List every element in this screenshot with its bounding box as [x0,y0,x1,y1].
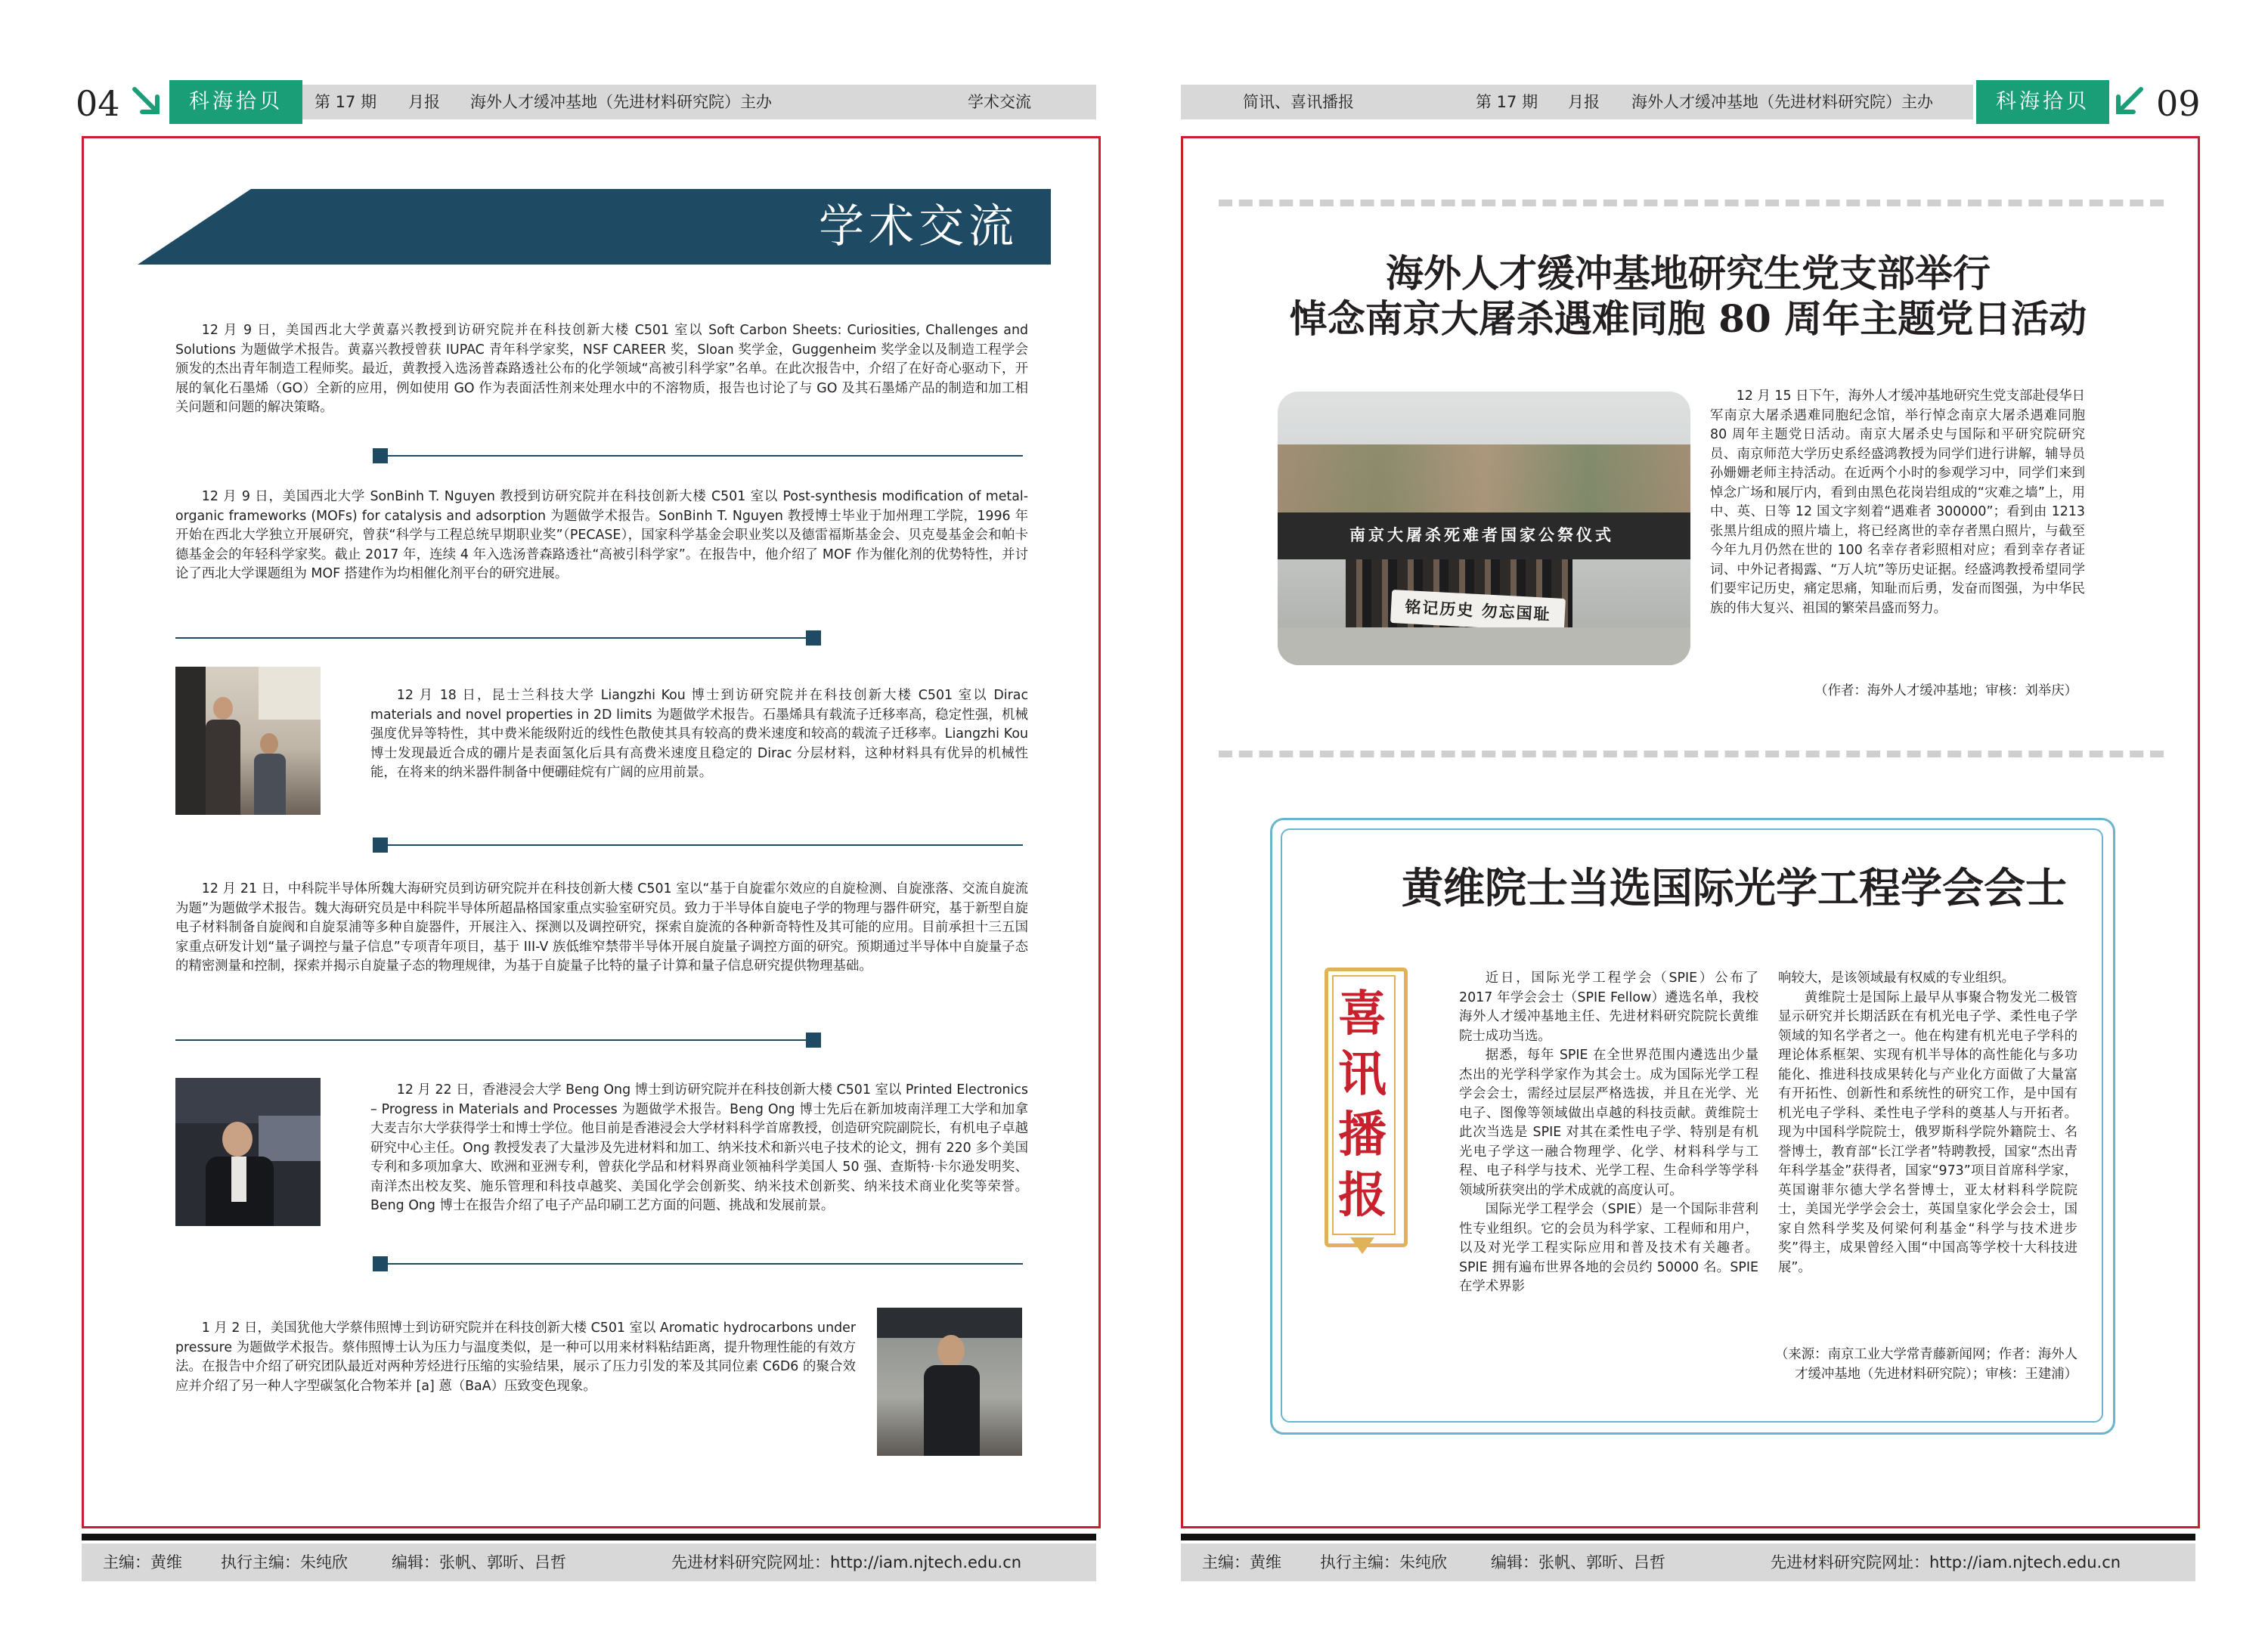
separator-line [388,455,1023,457]
separator-line [175,637,809,639]
footer-left [82,1544,1096,1581]
header-issue: 第 17 期 [314,93,377,111]
dashed-divider [1219,751,2164,757]
dashed-divider [1219,200,2164,206]
footer-website[interactable]: 先进材料研究院网址：http://iam.njtech.edu.cn [1771,1553,2121,1571]
news2-col1-para: 国际光学工程学会（SPIE）是一个国际非营利性专业组织。它的会员为科学家、工程师和用户，以及对光学工程实际应用和普及技术有关趣者。SPIE 拥有遍布世界各地的会员约 50000 名。SPIE 在学术界影 [1459,1202,1758,1294]
article-5: 12 月 22 日，香港浸会大学 Beng Ong 博士到访研究院并在科技创新大楼 C501 室以 Printed Electronics – Progress in Materials and Processes 为题做学术报告。Beng Ong 博士先后在新加坡南洋理工大学和加拿大麦吉尔大学获得学士和博士学位。他目前是香港浸会大学材料科学首席教授，创造研究院副院长，有机电子卓越研究中心主任。Ong 教授发表了大量涉及先进材料和加工、纳米技术和新兴电子技术的论文，拥有 220 多个美国专利和多项加拿大、欧洲和亚洲专利，曾获化学品和材料界商业领袖科学美国人 50 强、查斯特·卡尔逊发明奖、南洋杰出校友奖、施乐管理和科技卓越奖、美国化学会创新奖、纳米技术创新奖、纳米技术商业化奖等荣誉。Beng Ong 博士在报告介绍了电子产品印刷工艺方面的问题、挑战和发展前景。 [370,1082,1028,1213]
arrow-down-left-icon [2109,85,2146,121]
news2-col1 [1459,969,1758,1297]
separator-line [388,1263,1023,1265]
news1-title-line1: 海外人才缓冲基地研究生党支部举行 [1386,251,1991,296]
footer-exec-editor: 执行主编：朱纯欣 [221,1553,348,1571]
news2-credit [1716,1345,2077,1384]
news1-credit: （作者：海外人才缓冲基地；审核：刘举庆） [1814,683,2077,698]
news1-body: 12 月 15 日下午，海外人才缓冲基地研究生党支部赴侵华日军南京大屠杀遇难同胞纪念馆，举行悼念南京大屠杀遇难同胞 80 周年主题党日活动。南京大屠杀史与国际和平研究院研究员、南京师范大学历史系经盛鸿教授为同学们进行讲解，辅导员孙姗姗老师主持活动。在近两个小时的参观学习中，同学们来到悼念广场和展厅内，看到由黑色花岗岩组成的“灾难之墙”上，用中、英、日等 12 国文字刻着“遇难者 300000”；看到由 1213 张黑片组成的照片墙上，将已经离世的幸存者黑白照片，与截至今年九月仍然在世的 100 名幸存者彩照相对应；看到幸存者证词、中外记者揭露、“万人坑”等历史证据。经盛鸿教授希望同学们要牢记历史，痛定思痛，知耻而后勇，发奋而图强，为中华民族的伟大复兴、祖国的繁荣昌盛而努力。 [1710,389,2085,616]
arrow-down-right-icon [130,85,166,121]
news2-title: 黄维院士当选国际光学工程学会会士 [1401,863,2067,912]
separator-line [388,844,1023,846]
photo-flag-text: 铭记历史 勿忘国耻 [1390,590,1566,632]
header-issue: 第 17 期 [1476,93,1538,111]
news1-title-line2: 悼念南京大屠杀遇难同胞 80 周年主题党日活动 [1289,296,2087,341]
news2-col2-para: 黄维院士是国际上最早从事聚合物发光二极管显示研究并长期活跃在有机光电子学、柔性电子学领域的知名学者之一。他在构建有机光电子学科的理论体系框架、实现有机半导体的高性能化与多功能化、推进科技成果转化与产业化方面做了大量富有开拓性、创新性和系统性的研究工作，是中国有机光电子学科、柔性电子学科的奠基人与开拓者。现为中国科学院院士，俄罗斯科学院外籍院士、名誉博士，教育部“长江学者”特聘教授，国家“杰出青年科学基金”获得者，国家“973”项目首席科学家，英国谢菲尔德大学名誉博士，亚太材料科学院院士，美国光学学会会士，英国皇家化学会会士，国家自然科学奖及何梁何利基金“科学与技术进步奖”得主，成果曾经入围“中国高等学校十大科技进展”。 [1778,989,2077,1275]
news2-credit-line2: 才缓冲基地（先进材料研究院）；审核：王建浦） [1795,1366,2077,1382]
photo-liangzhi-kou [175,667,321,815]
separator-line [175,1039,809,1041]
photo-beng-ong [175,1078,321,1226]
footer-chief-editor: 主编：黄维 [103,1553,182,1571]
article-4: 12 月 21 日，中科院半导体所魏大海研究员到访研究院并在科技创新大楼 C501 室以“基于自旋霍尔效应的自旋检测、自旋涨落、交流自旋流为题”为题做学术报告。魏大海研究员是中科院半导体所超晶格国家重点实验室研究员。致力于半导体自旋电子学的物理与器件研究，基于新型自旋电子材料制备自旋阀和自旋泵浦等多种自旋器件，开展注入、探测以及调控研究，探索自旋流的各种新奇特性及其可能的应用。目前承担十三五国家重点研发计划“量子调控与量子信息”专项青年项目，基于 III-V 族低维窄禁带半导体开展自旋量子调控方面的研究。预期通过半导体中自旋量子态的精密测量和控制，探索并揭示自旋量子态的物理规律，为基于自旋量子比特的量子计算和量子信息研究提供物理基础。 [175,881,1028,974]
article-6: 1 月 2 日，美国犹他大学蔡伟照博士到访研究院并在科技创新大楼 C501 室以 Aromatic hydrocarbons under pressure 为题做学术报告。蔡伟照博士认为压力与温度类似，是一种可以用来材料粘结距离，提升物理性能的有效方法。在报告中介绍了研究团队最近对两种芳烃进行压缩的实验结果，展示了压力引发的苯及其同位素 C6D6 的聚合效应并介绍了另一种人字型碳氢化合物苯并 [a] 蒽（BaA）压致变色现象。 [175,1321,856,1394]
footer-editors: 编辑：张帆、郭昕、吕哲 [392,1553,566,1571]
separator-square [373,838,388,853]
photo-banner-text: 南京大屠杀死难者国家公祭仪式 [1349,526,1614,544]
page-number-right: 09 [2156,83,2201,124]
news2-col1-para: 据悉，每年 SPIE 在全世界范围内遴选出少量杰出的光学科学家作为其会士。成为国际光学工程学会会士，需经过层层严格选拔，并且在光学、光电子、图像等领域做出卓越的科技贡献。黄维院士此次当选是 SPIE 对其在柔性电子学、特别是有机光电子学这一融合物理学、化学、材料科学与工程、电子科学与技术、光学工程、生命科学等学科领域所获突出的学术成就的高度认可。 [1459,1048,1758,1198]
logo-left: 科海拾贝 [169,80,302,124]
separator-square [373,1256,388,1271]
footer-exec-editor: 执行主编：朱纯欣 [1320,1553,1447,1571]
news2-tag-pointer [1350,1237,1374,1254]
news2-col2-para: 响较大，是该领域最有权威的专业组织。 [1778,971,2015,986]
header-type: 月报 [408,93,440,111]
footer-right [1181,1544,2195,1581]
news2-col2 [1778,969,2077,1277]
banner-title: 学术交流 [819,200,1018,253]
header-type: 月报 [1568,93,1600,111]
footer-website[interactable]: 先进材料研究院网址：http://iam.njtech.edu.cn [671,1553,1022,1571]
footer-editors: 编辑：张帆、郭昕、吕哲 [1491,1553,1665,1571]
header-bar-left [302,85,1096,119]
news2-col1-para: 近日，国际光学工程学会（SPIE）公布了 2017 年学会会士（SPIE Fellow）遴选名单，我校海外人才缓冲基地主任、先进材料研究院院长黄维院士成功当选。 [1459,971,1758,1044]
news1-group-photo [1278,392,1690,665]
article-2: 12 月 9 日，美国西北大学 SonBinh T. Nguyen 教授到访研究院并在科技创新大楼 C501 室以 Post-synthesis modification of metal-organic frameworks (MOFs) for catalysis and adsorption 为题做学术报告。SonBinh T. Nguyen 教授博士毕业于加州理工学院，1996 年开始在西北大学独立开展研究，曾获“科学与工程总统早期职业奖”（PECASE），国家科学基金会职业奖以及德雷福斯基金会、贝克曼基金会和帕卡德基金会的年轻科学家奖。截止 2017 年，连续 4 年入选汤普森路透社“高被引科学家”。在报告中，他介绍了 MOF 作为催化剂的优势特性，并讨论了西北大学课题组为 MOF 搭建作为均相催化剂平台的研究进展。 [175,489,1028,581]
footer-rule-left [82,1534,1096,1540]
news2-tag-text: 喜讯播报 [1338,986,1387,1224]
page-number-left: 04 [76,83,120,124]
article-1: 12 月 9 日，美国西北大学黄嘉兴教授到访研究院并在科技创新大楼 C501 室以 Soft Carbon Sheets: Curiosities, Challenges and Solutions 为题做学术报告。黄嘉兴教授曾获 IUPAC 青年科学家奖，NSF CAREER 奖，Sloan 奖学金，Guggenheim 奖学金以及制造工程学会颁发的杰出青年制造工程师奖。最近，黄教授入选汤普森路透社公布的化学领域“高被引科学家”名单。在此次报告中，介绍了在好奇心驱动下，开展的氧化石墨烯（GO）全新的应用，例如使用 GO 作为表面活性剂来处理水中的不溶物质，报告也讨论了与 GO 及其石墨烯产品的制造和加工相关问题和问题的解决策略。 [175,323,1028,415]
news2-credit-line1: （来源：南京工业大学常青藤新闻网；作者：海外人 [1775,1347,2077,1362]
header-section: 简讯、喜讯播报 [1243,93,1354,111]
footer-rule-right [1181,1534,2195,1540]
logo-right: 科海拾贝 [1976,80,2109,124]
separator-square [806,1033,821,1048]
footer-chief-editor: 主编：黄维 [1202,1553,1281,1571]
article-3: 12 月 18 日，昆士兰科技大学 Liangzhi Kou 博士到访研究院并在科技创新大楼 C501 室以 Dirac materials and novel properties in 2D limits 为题做学术报告。石墨烯具有载流子迁移率高，稳定性强，机械强度优异等特性，其中费米能级附近的线性色散使其具有较高的费米速度和较高的载流子迁移率。Liangzhi Kou 博士发现最近合成的硼片是表面氢化后具有高费米速度且稳定的 Dirac 分层材料，这种材料具有优异的机械性能，在将来的纳米器件制备中便硼硅烷有广阔的应用前景。 [370,688,1029,780]
header-organizer: 海外人才缓冲基地（先进材料研究院）主办 [470,93,772,111]
separator-square [806,630,821,646]
header-section: 学术交流 [968,93,1031,111]
header-bar-right [1181,85,1973,119]
separator-square [373,448,388,463]
header-organizer: 海外人才缓冲基地（先进材料研究院）主办 [1631,93,1933,111]
photo-wei-zhao-cai [877,1308,1022,1456]
